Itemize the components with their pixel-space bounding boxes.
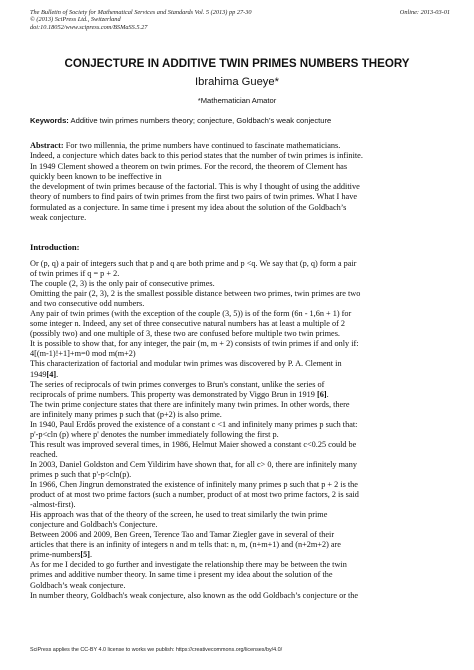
body-line — [30, 570, 450, 580]
body-text: and two consecutive odd numbers. — [30, 299, 145, 309]
body-line — [30, 510, 450, 520]
keywords-text: Additive twin primes numbers theory; conjecture, Goldbach’s weak conjecture — [70, 116, 332, 125]
license-footer: SciPress applies the CC-BY 4.0 license to works we publish: https://creativecommons.org/licenses/by/4.0/ — [30, 647, 283, 653]
body-line — [30, 500, 450, 510]
body-line — [30, 450, 450, 460]
body-text: 4[(m-1)!+1]+m=0 mod m(m+2) — [30, 349, 136, 359]
abstract-text: Indeed, a conjecture which dates back to this period states that the number of twin primes is infinite. — [30, 151, 363, 161]
body-text: In number theory, Goldbach's weak conjecture, also known as the odd Goldbach’s conjecture or the — [30, 590, 359, 600]
body-line — [30, 319, 450, 329]
body-text: reached. — [30, 449, 58, 459]
author-name: Ibrahima Gueye* — [195, 76, 279, 88]
body-line — [30, 309, 450, 319]
body-line — [30, 470, 450, 480]
body-text: p'-p<cln (p) where p' denotes the number immediately following the first p. — [30, 429, 279, 439]
body-text: . — [90, 550, 93, 560]
body-text: The series of reciprocals of twin primes converges to Brun's constant, unlike the series of — [30, 379, 325, 389]
abstract-text: the development of twin primes because of the factorial. This is why I thought of using the additive — [30, 182, 360, 192]
body-line — [30, 299, 450, 309]
abstract-line — [30, 203, 450, 213]
abstract-line — [30, 182, 450, 192]
keywords — [30, 116, 450, 125]
body-line — [30, 400, 450, 410]
body-line — [30, 460, 450, 470]
body-text: Goldbach’s weak conjecture. — [30, 580, 126, 590]
body-text: -almost-first). — [30, 500, 76, 510]
body-line — [30, 339, 450, 349]
abstract-line — [30, 172, 450, 182]
body-line — [30, 279, 450, 289]
introduction-body — [30, 259, 450, 601]
body-text: 1949 — [30, 369, 47, 379]
abstract-text: formulated as a conjecture. In same time i present my idea about the solution of the Goldbach’s — [30, 202, 347, 212]
body-text: some integer n. Indeed, any set of three consecutive natural numbers has at least a multiple of 2 — [30, 319, 345, 329]
abstract-line — [30, 192, 450, 202]
body-text: In 2003, Daniel Goldston and Cem Yildirim have shown that, for all c> 0, there are infinitely many — [30, 459, 357, 469]
body-text: prime-numbers — [30, 550, 81, 560]
body-line — [30, 390, 450, 400]
body-line — [30, 380, 450, 390]
copyright-line: © (2013) SciPress Ltd., Switzerland — [30, 16, 121, 24]
body-text: reciprocals of prime numbers. This property was demonstrated by Viggo Brun in 1919 — [30, 389, 317, 399]
body-line — [30, 289, 450, 299]
abstract-text: For two millennia, the prime numbers have continued to fascinate mathematicians. — [63, 141, 341, 150]
citation-ref: [4] — [46, 369, 57, 379]
body-text: Any pair of twin primes (with the exception of the couple (3, 5)) is of the form (6n - 1,6n + 1) for — [30, 309, 352, 319]
body-text: are infinitely many primes p such that (p+2) is also prime. — [30, 409, 222, 419]
journal-citation: The Bulletin of Society for Mathematical Services and Standards Vol. 5 (2013) pp 27-30 — [30, 9, 252, 16]
abstract-text: theory of numbers to find pairs of twin primes from the first two pairs of twin primes. What I have — [30, 192, 358, 202]
body-text: . — [326, 389, 329, 399]
body-text: Between 2006 and 2009, Ben Green, Terence Tao and Tamar Ziegler gave in several of their — [30, 530, 335, 540]
body-line — [30, 359, 450, 369]
abstract-text: quickly been known to be ineffective in — [30, 171, 162, 181]
body-line — [30, 530, 450, 540]
body-text: primes p such that p'-p<cln(p). — [30, 469, 132, 479]
body-text: This result was improved several times, in 1986, Helmut Maier showed a constant c<0.25 could be — [30, 439, 357, 449]
body-line — [30, 349, 450, 359]
body-text: The couple (2, 3) is the only pair of consecutive primes. — [30, 279, 215, 289]
online-date: Online: 2013-03-01 — [399, 9, 450, 16]
body-line — [30, 540, 450, 550]
abstract-label: Abstract: — [30, 141, 64, 150]
introduction-heading: Introduction: — [30, 242, 80, 252]
body-line — [30, 420, 450, 430]
body-line — [30, 550, 450, 560]
body-line — [30, 490, 450, 500]
body-line — [30, 259, 450, 269]
paper-title: CONJECTURE IN ADDITIVE TWIN PRIMES NUMBERS THEORY — [64, 57, 410, 70]
body-line — [30, 480, 450, 490]
body-text: This characterization of factorial and modular twin primes was discovered by P. A. Clement in — [30, 359, 342, 369]
body-text: conjecture and Goldbach's Conjecture. — [30, 520, 158, 530]
journal-header — [30, 9, 450, 31]
body-text: Omitting the pair (2, 3), 2 is the smallest possible distance between two primes, twin primes are two — [30, 289, 361, 299]
body-text: product of at most two prime factors (such a number, product of at most two prime factors, 2 is said — [30, 490, 359, 500]
body-text: articles that there is an infinity of integers n and m tells that: n, m, (n+m+1) and (n+2m+2) are — [30, 540, 341, 550]
abstract-line — [30, 213, 450, 223]
abstract-line — [30, 151, 450, 161]
body-line — [30, 269, 450, 279]
body-text: primes and additive number theory. In same time i present my idea about the solution of the — [30, 570, 333, 580]
abstract-line — [30, 162, 450, 172]
body-text: In 1966, Chen Jingrun demonstrated the existence of infinitely many primes p such that p + 2 is the — [30, 480, 358, 490]
author-affiliation: *Mathematician Amator — [197, 96, 277, 105]
body-line — [30, 410, 450, 420]
body-line — [30, 430, 450, 440]
body-text: . — [56, 369, 59, 379]
body-text: (possibly two) and one multiple of 3, these two are confused before multiple two twin primes. — [30, 329, 340, 339]
body-line — [30, 581, 450, 591]
citation-ref: [5] — [80, 550, 91, 560]
body-line — [30, 560, 450, 570]
body-text: His approach was that of the theory of the screen, he used to treat similarly the twin prime — [30, 510, 328, 520]
body-line — [30, 440, 450, 450]
body-line — [30, 591, 450, 601]
abstract-text: In 1949 Clement showed a theorem on twin primes. For the record, the theorem of Clement has — [30, 161, 348, 171]
abstract-line — [30, 141, 450, 151]
body-text: As for me I decided to go further and investigate the relationship there may be between the twin — [30, 560, 347, 570]
body-text: Or (p, q) a pair of integers such that p and q are both prime and p <q. We say that (p, q) form a pair — [30, 259, 357, 268]
abstract-text: weak conjecture. — [30, 213, 87, 223]
body-line — [30, 520, 450, 530]
abstract — [30, 141, 450, 223]
doi-line: doi:10.18052/www.scipress.com/BSMaSS.5.27 — [30, 23, 148, 31]
body-line — [30, 370, 450, 380]
keywords-label: Keywords: — [30, 116, 69, 125]
body-text: of twin primes if q = p + 2. — [30, 269, 120, 279]
body-text: In 1940, Paul Erdős proved the existence of a constant c <1 and infinitely many primes p such that: — [30, 419, 358, 429]
body-line — [30, 329, 450, 339]
body-text: It is possible to show that, for any integer, the pair (m, m + 2) consists of twin primes if and only if: — [30, 339, 359, 349]
citation-ref: [6] — [316, 389, 327, 399]
body-text: The twin prime conjecture states that there are infinitely many twin primes. In other words, there — [30, 399, 350, 409]
